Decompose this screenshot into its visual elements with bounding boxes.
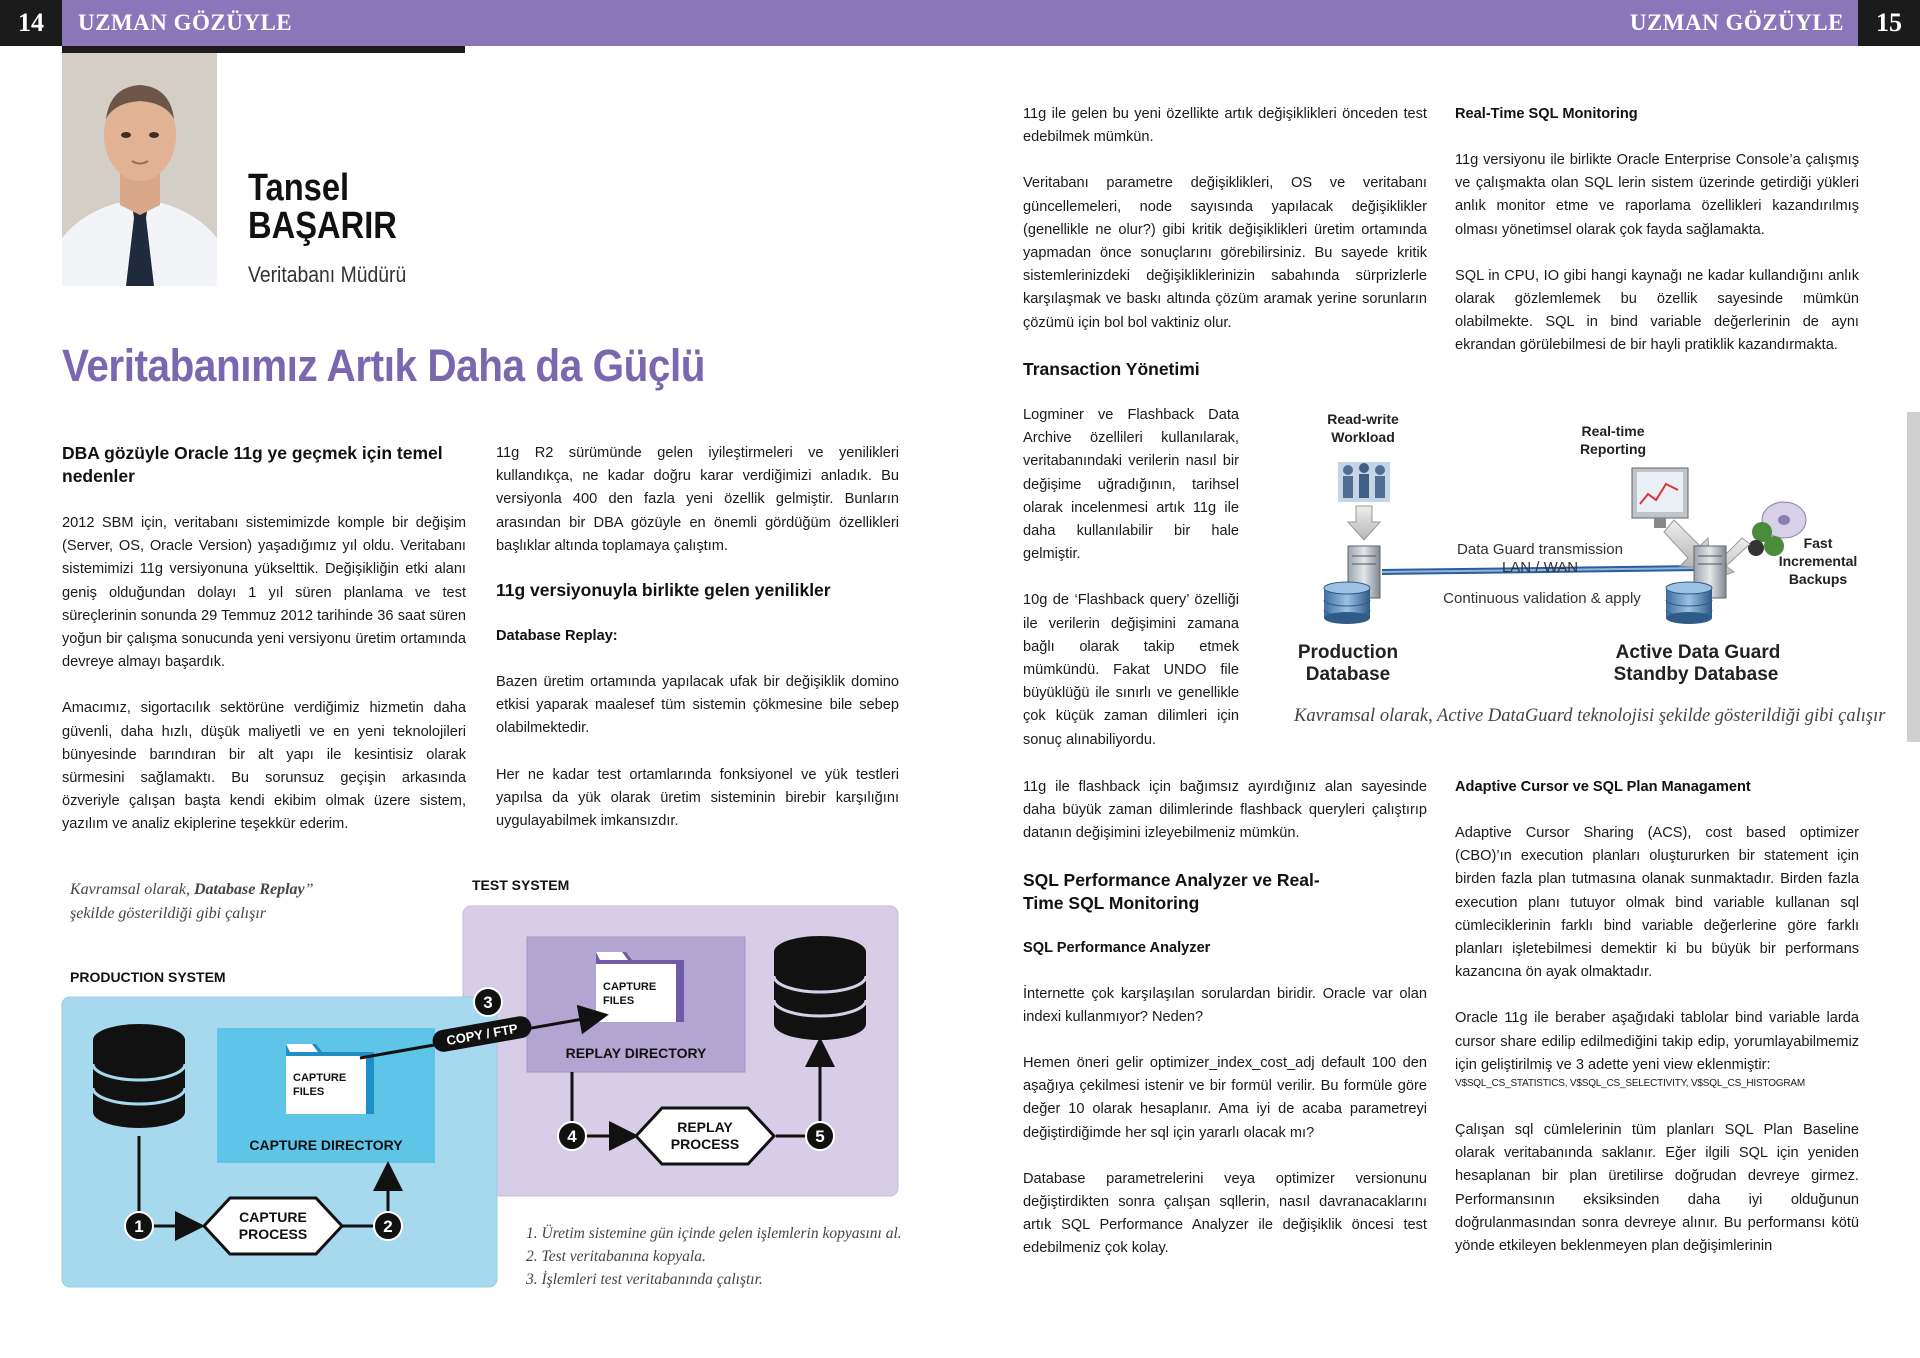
- col3-paragraph-2: Veritabanı parametre değişiklikleri, OS ve veritabanı güncellemeleri, node sayısında yapılacak değişiklikler (genellikle ne olur?) gibi kritik değişiklikleri üretim ortamında yapmadan önce sonuçlarını görebilirsiniz. Bu sayede kritik sistemlerinizdeki değişikliklerinizin sabahında sürprizlerle karşılaşmak ve baskı altında çözüm aramak yerine sorunların çözümü için bol bol vaktiniz olur.: [1023, 175, 1427, 331]
- realtime-paragraph-1: 11g versiyonu ile birlikte Oracle Enterprise Console’a çalışmış ve çalışmakta olan SQL lerin sistem üzerinde getirdiği yükleri anlık monitor etme ve raporlama özellikleri kazandırılmış olması yönetimsel olarak çok fayda sağlamakta.: [1455, 152, 1859, 238]
- replay-files-label-1: CAPTURE: [603, 981, 657, 993]
- replay-caption-part-c: ”: [304, 881, 314, 898]
- step-5-label: 5: [815, 1127, 825, 1146]
- realtime-paragraph-2: SQL in CPU, IO gibi hangi kaynağı ne kadar kullandığını anlık olarak gözlemlemek bu özellik sayesinde mümkün olabilmekte. SQL in bind variable değerlerinin de aynı ekrandan görülebilmesi de bir hayli pratiklik kazandırmakta.: [1455, 267, 1859, 354]
- replay-note-1: 1. Üretim sistemine gün içinde gelen işlemlerin kopyasını al.: [526, 1225, 902, 1242]
- step-2-label: 2: [383, 1217, 393, 1236]
- replay-process-label-1: REPLAY: [677, 1119, 733, 1135]
- col1-paragraph-1: 2012 SBM için, veritabanı sistemimizde komple bir değişim (Server, OS, Oracle Version) yaşadığımız yıl oldu. Veritabanı sistemimizi 11g versiyonuna yükselttik. Değişikliğin etki alanı geniş olduğundan dolayı 1 yıl süren planlama ve test süreçlerinin sonunda 29 Temmuz 2012 tarihinde 36 saat süren yoğun bir çalışma sonucunda yeni versiyonu üretim ortamında devreye almayı başardık.: [62, 515, 466, 671]
- column-3-bottom: [1023, 776, 1427, 1261]
- monitor-report-icon: [1632, 468, 1688, 528]
- dataguard-caption: Kavramsal olarak, Active DataGuard teknolojisi şekilde gösterildiği gibi çalışır: [1294, 706, 1886, 726]
- standby-db-label-2: Standby Database: [1613, 664, 1779, 685]
- transaction-heading: Transaction Yönetimi: [1023, 358, 1200, 379]
- col2-paragraph-2: Bazen üretim ortamında yapılacak ufak bir değişiklik domino etkisi yaparak maalesef tüm sistemin çökmesine bile sebep olabilmektedir.: [496, 674, 899, 737]
- replay-caption-bold: Database Replay: [194, 881, 305, 898]
- transmission-label-1: Data Guard transmission: [1457, 541, 1623, 558]
- test-system-label: TEST SYSTEM: [472, 877, 570, 893]
- replay-notes: [526, 1222, 902, 1291]
- replay-caption-line-2: şekilde gösterildiği gibi çalışır: [70, 905, 266, 922]
- backup-tapes-icon: [1748, 502, 1806, 556]
- test-database-icon: [774, 936, 866, 1040]
- author-first-name: Tansel: [248, 167, 350, 209]
- flashback-11g-paragraph: 11g ile flashback için bağımsız ayırdığınız alan sayesinde daha büyük zaman dilimlerinde flashback queryleri çalıştırıp datanın değişimini izleyebilmeniz mümkün.: [1023, 779, 1427, 842]
- acs-paragraph-1: Adaptive Cursor Sharing (ACS), cost based optimizer (CBO)’ın execution planları oluştururken bir statement için birden fazla plan tutmasına olanak sunmaktadır. Birden fazla execution planı tutuyor olmak bind variable kullanan sql cümleciklerinin farklı bind variable değerlerine göre farklı planları işletebilmesi demektir ki bu büyük bir performans kazancına ön ayak olmaktadır.: [1455, 825, 1859, 981]
- read-write-label-1: Read-write: [1327, 411, 1399, 427]
- author-role: Veritabanı Müdürü: [248, 262, 407, 287]
- production-system-label: PRODUCTION SYSTEM: [70, 969, 226, 985]
- replay-note-3: 3. İşlemleri test veritabanında çalıştır.: [526, 1271, 763, 1288]
- capture-files-label-2: FILES: [293, 1086, 325, 1098]
- spa-paragraph-3: Database parametrelerini veya optimizer versionunu değiştirdikten sonra çalışan sqllerin, nasıl davranacaklarını artık SQL Performance Analyzer ile değişiklik öncesi test edebilmeniz çok kolay.: [1023, 1170, 1427, 1257]
- spa-paragraph-1: İnternette çok karşılaşılan sorulardan biridir. Oracle var olan indexi kullanmıyor? Neden?: [1023, 985, 1427, 1025]
- col1-heading: DBA gözüyle Oracle 11g ye geçmek için temel nedenler: [62, 443, 443, 486]
- users-group-icon: [1338, 462, 1390, 502]
- flashback-10g-paragraph: 10g de ‘Flashback query’ özelliği ile verilerin değişimini zamana bağlı olarak takip etmek mümkündü. Fakat UNDO file büyüklüğü ile sınırlı ve genellikle çok küçük zaman dilimleri için sonuç alınabiliyordu.: [1023, 592, 1239, 748]
- production-db-label-1: Production: [1297, 642, 1399, 663]
- left-page-number: 14: [0, 0, 62, 46]
- column-4-bottom: [1455, 776, 1859, 1258]
- copy-ftp-label: COPY / FTP: [445, 1020, 519, 1049]
- transmission-label-2: LAN / WAN: [1501, 559, 1579, 576]
- step-3-label: 3: [483, 993, 493, 1012]
- right-page-number: 15: [1858, 0, 1920, 46]
- column-4-top: [1455, 103, 1859, 358]
- replay-process-label-2: PROCESS: [670, 1136, 740, 1152]
- replay-note-2: 2. Test veritabanına kopyala.: [526, 1248, 706, 1265]
- production-database-icon: [93, 1024, 185, 1128]
- continuous-apply-label: Continuous validation & apply: [1443, 590, 1641, 607]
- col2-subheading: Database Replay:: [496, 628, 618, 645]
- column-3-narrow: [1023, 404, 1239, 752]
- realtime-subheading: Real-Time SQL Monitoring: [1455, 106, 1638, 122]
- fast-label-2: Incremental: [1778, 553, 1858, 569]
- col3-paragraph-1: 11g ile gelen bu yeni özellikte artık değişiklikleri önceden test edebilmek mümkün.: [1023, 106, 1427, 146]
- spa-paragraph-2: Hemen öneri gelir optimizer_index_cost_adj default 100 den aşağıya çekilmesi istenir ve bir formül verilir. Bu formüle göre değer 10 olarak hesaplanır. Ama iyi de acaba parametreyi değiştirdiğimde her sql için yararlı olacak mı?: [1023, 1055, 1427, 1141]
- spa-subheading: SQL Performance Analyzer: [1023, 939, 1211, 956]
- workload-down-arrow: [1348, 506, 1380, 540]
- replay-files-label-2: FILES: [603, 995, 635, 1007]
- capture-directory-label: CAPTURE DIRECTORY: [249, 1137, 403, 1153]
- acs-paragraph-3: Çalışan sql cümlelerinin tüm planları SQL Plan Baseline olarak veritabanında saklanır. Eğer ilgili SQL için yeniden hesaplanan bir plan üretilirse doğrudan devreye girmez. Performansının eksiksinden daha iyi olduğunun doğrulanmasından sonra devreye alınır. Bu performansı kötü yönde etkileyen beklenmeyen plan değişimlerinin: [1455, 1122, 1859, 1255]
- capture-files-label-1: CAPTURE: [293, 1072, 347, 1084]
- standby-db-label-1: Active Data Guard: [1615, 642, 1781, 663]
- author-last-name: BAŞARIR: [248, 205, 397, 247]
- article-title: Veritabanımız Artık Daha da Güçlü: [62, 340, 706, 391]
- column-3-top: [1023, 103, 1427, 381]
- replay-directory-label: REPLAY DIRECTORY: [565, 1045, 707, 1061]
- spa-heading: SQL Performance Analyzer ve Real-Time SQL Monitoring: [1023, 869, 1320, 913]
- col1-paragraph-2: Amacımız, sigortacılık sektörüne verdiğimiz hizmetin daha güvenli, daha hızlı, düşük maliyetli ve en yeni teknolojileri bünyesinde barındıran bir alt yapı ile kesintisiz olarak sürmesini sağlamaktı. Bu sorunsuz geçişin arkasında özveriyle çalışan başta kendi ekibim olmak üzere sistem, yazılım ve analiz ekiplerine teşekkür ederim.: [62, 700, 466, 833]
- col2-heading: 11g versiyonuyla birlikte gelen yenilikler: [496, 580, 831, 601]
- fast-label-1: Fast: [1803, 535, 1833, 551]
- fast-label-3: Backups: [1788, 571, 1848, 587]
- acs-subheading: Adaptive Cursor ve SQL Plan Managament: [1455, 779, 1751, 795]
- page-edge-strip: [1907, 412, 1920, 742]
- active-dataguard-diagram: [1280, 400, 1880, 700]
- acs-views-list: V$SQL_CS_STATISTICS, V$SQL_CS_SELECTIVITY, V$SQL_CS_HISTOGRAM: [1455, 1078, 1805, 1090]
- production-db-label-2: Database: [1305, 664, 1391, 685]
- col2-paragraph-3: Her ne kadar test ortamlarında fonksiyonel ve yük testleri yapılsa da yük olarak üretim sisteminin birebir karşılığını uygulayabilmek imkansızdır.: [496, 766, 899, 830]
- capture-process-label-1: CAPTURE: [239, 1209, 307, 1225]
- realtime-label-2: Reporting: [1579, 441, 1647, 457]
- database-replay-diagram: [0, 0, 920, 1358]
- capture-process-label-2: PROCESS: [238, 1226, 308, 1242]
- right-section-title: UZMAN GÖZÜYLE: [1629, 10, 1844, 35]
- standby-database-cylinders-icon: [1666, 582, 1712, 624]
- read-write-label-2: Workload: [1331, 429, 1395, 445]
- realtime-label-1: Real-time: [1581, 423, 1645, 439]
- left-section-title: UZMAN GÖZÜYLE: [78, 10, 293, 35]
- replay-caption-part-a: Kavramsal olarak,: [70, 881, 194, 898]
- logminer-paragraph: Logminer ve Flashback Data Archive özellileri kullanılarak, veritabanındaki verilerin nasıl bir değişime uğradığının, tarihsel olarak incelenmesi artık 11g ile daha kullanılabilir bir hale gelmiştir.: [1023, 407, 1239, 563]
- step-1-label: 1: [134, 1217, 144, 1236]
- production-database-cylinders-icon: [1324, 582, 1370, 624]
- col2-paragraph-1: 11g R2 sürümünde gelen iyileştirmeleri ve yenilikleri kullandıkça, ne kadar doğru karar verdiğimizi anladık. Bu versiyonla 400 den fazla yeni özellik gelmiştir. Bunların arasından bir DBA gözüyle en önemli gördüğüm özellikleri başlıklar altında toplamaya çalıştım.: [496, 445, 899, 554]
- acs-paragraph-2: Oracle 11g ile beraber aşağıdaki tablolar bind variable larda cursor share edilip edilmediğini takip edip, yorumlayabilmemiz için geliştirilmiş ve 3 adette yeni view eklenmiştir:: [1455, 1010, 1859, 1073]
- step-4-label: 4: [567, 1127, 577, 1146]
